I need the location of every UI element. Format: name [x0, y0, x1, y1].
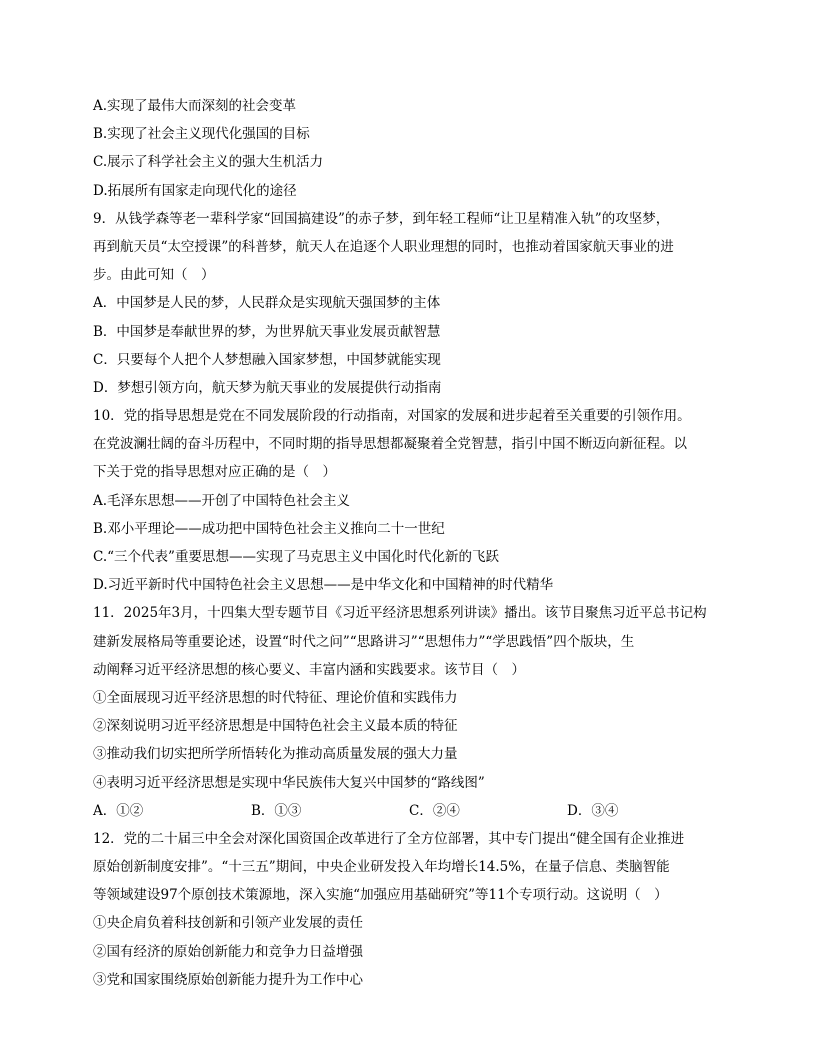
- q8-option-d: D.拓展所有国家走向现代化的途径: [93, 182, 297, 199]
- q12-stem-line-1: 12．党的二十届三中全会对深化国资国企改革进行了全方位部署，其中专门提出“健全国有企业推进: [93, 830, 685, 847]
- q9-option-b: B．中国梦是奉献世界的梦，为世界航天事业发展贡献智慧: [93, 323, 441, 340]
- q8-option-c: C.展示了科学社会主义的强大生机活力: [93, 154, 324, 171]
- q12-statement-3: ③党和国家围绕原始创新能力提升为工作中心: [93, 971, 363, 988]
- q9-stem-line-1: 9．从钱学森等老一辈科学家“回国搞建设”的赤子梦，到年轻工程师“让卫星精准入轨”的攻坚梦，: [93, 210, 670, 227]
- q12-stem-line-2: 原始创新制度安排”。“十三五”期间，中央企业研发投入年均增长14.5%，在量子信息、类脑智能: [93, 859, 670, 876]
- q11-option-c: C．②④: [409, 802, 460, 819]
- q11-option-d: D．③④: [567, 802, 619, 819]
- q10-option-d: D.习近平新时代中国特色社会主义思想——是中华文化和中国精神的时代精华: [93, 577, 554, 594]
- q10-stem-line-2: 在党波澜壮阔的奋斗历程中，不同时期的指导思想都凝聚着全党智慧，指引中国不断迈向新征程。以: [93, 436, 687, 453]
- exam-content: [93, 92, 725, 994]
- q9-stem-line-2: 再到航天员“太空授课”的科普梦，航天人在追逐个人职业理想的同时，也推动着国家航天事业的进: [93, 238, 674, 255]
- q10-stem-line-1: 10．党的指导思想是党在不同发展阶段的行动指南，对国家的发展和进步起着至关重要的引领作用。: [93, 408, 691, 425]
- q10-option-b: B.邓小平理论——成功把中国特色社会主义推向二十一世纪: [93, 520, 445, 537]
- q10-option-a: A.毛泽东思想——开创了中国特色社会主义: [93, 492, 351, 509]
- q12-statement-2: ②国有经济的原始创新能力和竞争力日益增强: [93, 943, 363, 960]
- q10-option-c: C.“三个代表”重要思想——实现了马克思主义中国化时代化新的飞跃: [93, 549, 499, 565]
- q9-option-d: D．梦想引领方向，航天梦为航天事业的发展提供行动指南: [93, 379, 442, 396]
- q8-option-b: B.实现了社会主义现代化强国的目标: [93, 126, 310, 143]
- q9-stem-line-3: 步。由此可知（ ）: [93, 267, 215, 284]
- q11-option-a: A．①②: [93, 802, 144, 819]
- q11-stem-line-3: 动阐释习近平经济思想的核心要义、丰富内涵和实践要求。该节目（ ）: [93, 661, 525, 678]
- q11-statement-4: ④表明习近平经济思想是实现中华民族伟大复兴中国梦的“路线图”: [93, 774, 485, 791]
- q10-stem-line-3: 下关于党的指导思想对应正确的是（ ）: [93, 464, 336, 481]
- q11-option-b: B．①③: [251, 802, 302, 819]
- q9-option-c: C．只要每个人把个人梦想融入国家梦想，中国梦就能实现: [93, 351, 441, 368]
- q12-statement-1: ①央企肩负着科技创新和引领产业发展的责任: [93, 915, 363, 932]
- q11-statement-2: ②深刻说明习近平经济思想是中国特色社会主义最本质的特征: [93, 718, 458, 735]
- q11-stem-line-2: 建新发展格局等重要论述，设置“时代之问”“思路讲习”“思想伟力”“学思践悟”四个版块，生: [93, 633, 635, 650]
- q11-options-row: [93, 797, 725, 825]
- q11-statement-3: ③推动我们切实把所学所悟转化为推动高质量发展的强大力量: [93, 746, 458, 763]
- q9-option-a: A．中国梦是人民的梦，人民群众是实现航天强国梦的主体: [93, 295, 441, 312]
- q12-stem-line-3: 等领域建设97个原创技术策源地，深入实施“加强应用基础研究”等11个专项行动。这说明（ ）: [93, 887, 668, 904]
- q8-option-a: A.实现了最伟大而深刻的社会变革: [93, 98, 297, 114]
- q11-stem-line-1: 11．2025年3月，十四集大型专题节目《习近平经济思想系列讲读》播出。该节目聚焦习近平总书记构: [93, 605, 707, 622]
- q11-statement-1: ①全面展现习近平经济思想的时代特征、理论价值和实践伟力: [93, 689, 458, 706]
